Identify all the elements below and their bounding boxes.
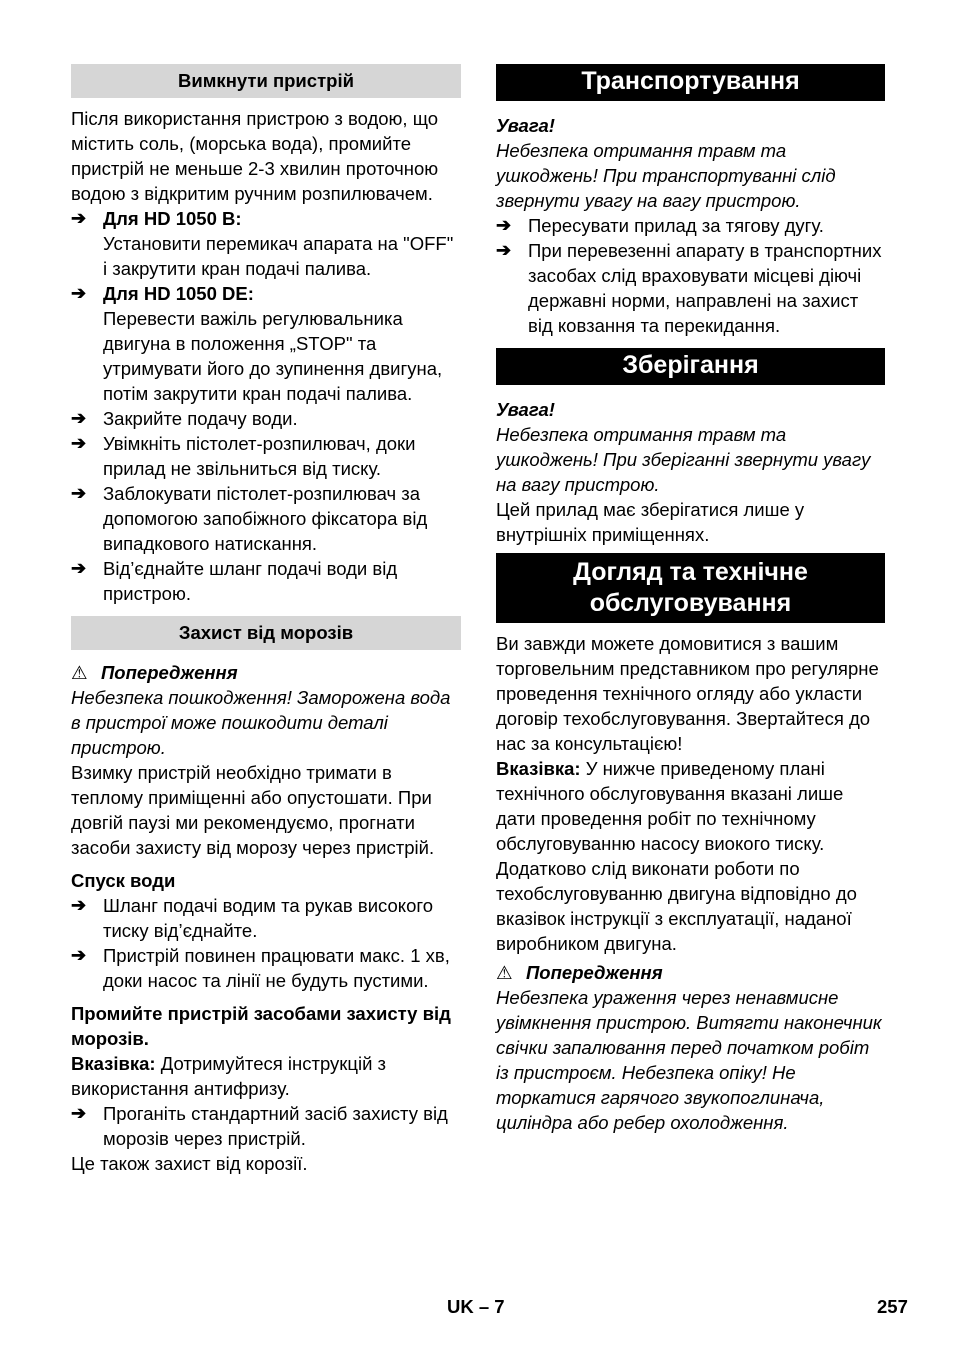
maintenance-warning-text: Небезпека ураження через ненавмисне увімкнення пристрою. Витягти наконечник свічки запалювання перед початком робіт із пристроєм. Небезпека опіку! Не торкатися гарячого звукопоглинача, циліндра або ребер охолодження. bbox=[496, 987, 882, 1133]
arrow-right-icon: ➔ bbox=[71, 408, 87, 428]
heading-maintenance-line1: Догляд та технічне bbox=[573, 558, 808, 586]
frost-warning-text: Небезпека пошкодження! Заморожена вода в пристрої може пошкодити деталі пристрою. bbox=[71, 687, 451, 758]
note-label: Вказівка: bbox=[496, 758, 581, 779]
page-number: 257 bbox=[877, 1296, 908, 1317]
drain-title: Спуск води bbox=[71, 870, 176, 891]
item-text: Увімкніть пістолет-розпилювач, доки прилад не звільниться від тиску. bbox=[103, 433, 416, 479]
arrow-right-icon: ➔ bbox=[71, 433, 87, 453]
warning-triangle-icon: ⚠ bbox=[496, 962, 513, 983]
frost-paragraph: Взимку пристрій необхідно тримати в теплому приміщенні або опустошати. При довгій паузі ми рекомендуємо, прогнати засоби захисту від морозу через пристрій. bbox=[71, 762, 435, 858]
warning-heading bbox=[71, 660, 461, 685]
arrow-right-icon: ➔ bbox=[71, 1103, 87, 1123]
item-text: Перевести важіль регулювальника двигуна в положення „STOP" та утримувати його до зупинення двигуна, потім закрутити кран подачі палива. bbox=[103, 308, 443, 404]
rinse-note-text: Дотримуйтеся інструкцій з використання антифризу. bbox=[71, 1053, 387, 1099]
right-column bbox=[496, 64, 885, 1135]
arrow-right-icon: ➔ bbox=[71, 558, 87, 578]
arrow-right-icon: ➔ bbox=[71, 208, 87, 228]
warning-triangle-icon: ⚠ bbox=[71, 662, 88, 683]
heading-maintenance bbox=[496, 553, 885, 623]
heading-transport: Транспортування bbox=[496, 64, 885, 101]
item-title: Для HD 1050 B: bbox=[103, 208, 242, 229]
list-item bbox=[71, 481, 461, 556]
warning-title: Попередження bbox=[101, 662, 238, 683]
rinse-title: Промийте пристрій засобами захисту від морозів. bbox=[71, 1003, 451, 1049]
item-title: Для HD 1050 DE: bbox=[103, 283, 254, 304]
storage-paragraph: Цей прилад має зберігатися лише у внутрішніх приміщеннях. bbox=[496, 499, 805, 545]
item-text: Шланг подачі водим та рукав високого тиску від’єднайте. bbox=[103, 895, 434, 941]
list-item bbox=[71, 206, 461, 281]
list-item bbox=[71, 406, 461, 431]
item-text: Заблокувати пістолет-розпилювач за допомогою запобіжного фіксатора від випадкового натискання. bbox=[103, 483, 428, 554]
arrow-right-icon: ➔ bbox=[71, 895, 87, 915]
item-text: Закрийте подачу води. bbox=[103, 408, 298, 429]
footer-section-label: UK – 7 bbox=[447, 1296, 505, 1317]
rinse-note bbox=[71, 1051, 461, 1101]
list-item bbox=[71, 431, 461, 481]
transport-warning-text: Небезпека отримання травм та ушкоджень! При транспортуванні слід звернути увагу на вагу пристрою. bbox=[496, 140, 836, 211]
maintenance-note bbox=[496, 756, 885, 956]
warning-heading bbox=[496, 960, 885, 985]
rinse-end: Це також захист від корозії. bbox=[71, 1153, 308, 1174]
heading-frost-protection: Захист від морозів bbox=[71, 616, 461, 650]
storage-warning-text: Небезпека отримання травм та ушкоджень! При зберіганні звернути увагу на вагу пристрою. bbox=[496, 424, 871, 495]
list-item bbox=[71, 943, 461, 993]
arrow-right-icon: ➔ bbox=[71, 483, 87, 503]
arrow-right-icon: ➔ bbox=[496, 240, 512, 260]
left-column bbox=[71, 64, 461, 1176]
item-text: Від’єднайте шланг подачі води від пристрою. bbox=[103, 558, 398, 604]
list-item bbox=[496, 213, 885, 238]
note-label: Вказівка: bbox=[71, 1053, 156, 1074]
arrow-right-icon: ➔ bbox=[496, 215, 512, 235]
switch-off-paragraph: Після використання пристрою з водою, що містить соль, (морська вода), промийте пристрій не меньше 2-3 хвилин проточною водою з відкритим ручним розпилювачем. bbox=[71, 108, 439, 204]
heading-maintenance-line2: обслуговування bbox=[589, 589, 792, 617]
heading-switch-off: Вимкнути пристрій bbox=[71, 64, 461, 98]
list-item bbox=[71, 1101, 461, 1151]
list-item bbox=[496, 238, 885, 338]
arrow-right-icon: ➔ bbox=[71, 945, 87, 965]
maintenance-paragraph: Ви завжди можете домовитися з вашим торговельним представником про регулярне проведення технічного огляду або укласти договір техобслуговування. Звертайтеся до нас за консультацією! bbox=[496, 633, 879, 754]
item-text: Проганіть стандартний засіб захисту від морозів через пристрій. bbox=[103, 1103, 448, 1149]
warning-title: Попередження bbox=[526, 962, 663, 983]
list-item bbox=[71, 893, 461, 943]
list-item bbox=[71, 556, 461, 606]
caution-label: Увага! bbox=[496, 399, 555, 420]
arrow-right-icon: ➔ bbox=[71, 283, 87, 303]
caution-label: Увага! bbox=[496, 115, 555, 136]
item-text: При перевезенні апарату в транспортних засобах слід враховувати місцеві діючі державні норми, направлені на захист від ковзання та перекидання. bbox=[528, 240, 882, 336]
heading-storage: Зберігання bbox=[496, 348, 885, 385]
list-item bbox=[71, 281, 461, 406]
maintenance-note-text: У нижче приведеному плані технічного обслуговування вказані лише дати проведення робіт по технічному обслуговуванню насосу виокого тиску. Додатково слід виконати роботи по техобслуговуванню двигуна відповідно до вказівок інструкції з експлуатації, наданої виробником двигуна. bbox=[496, 758, 857, 954]
item-text: Установити перемикач апарата на "OFF" і закрутити кран подачі палива. bbox=[103, 233, 454, 279]
item-text: Пересувати прилад за тягову дугу. bbox=[528, 215, 824, 236]
item-text: Пристрій повинен працювати макс. 1 хв, доки насос та лінії не будуть пустими. bbox=[103, 945, 450, 991]
